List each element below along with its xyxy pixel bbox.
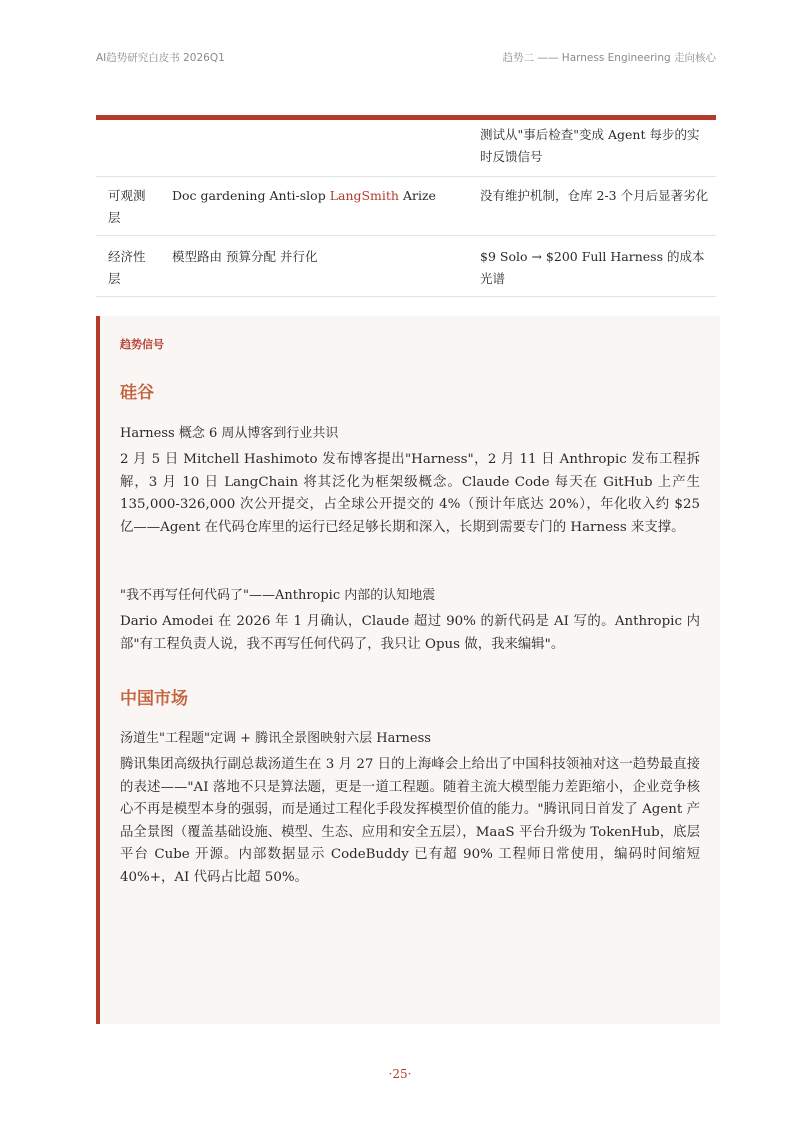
tool-anti-slop: Anti-slop [269,188,326,203]
tool-budget: 预算分配 [226,249,277,264]
box-tag: 趋势信号 [120,338,164,351]
paragraph: 腾讯集团高级执行副总裁汤道生在 3 月 27 日的上海峰会上给出了中国科技领袖对这一趋势最直接的表述——"AI 落地不只是算法题，更是一道工程题。随着主流大模型能力差距缩小，企业竞争核心不再是模型本身的强弱，而是通过工程化手段发挥模型价值的能力。"腾讯同日首发了 Agent 产品全景图（覆盖基础设施、模型、生态、应用和安全五层），MaaS 平台升级为 TokenHub，底层平台 Cube 开源。内部数据显示 CodeBuddy 已有超 90% 工程师日常使用，编码时间缩短 40%+，AI 代码占比超 50%。 [120,757,700,885]
tools-cell [172,185,472,207]
table-row [96,177,716,236]
running-header-left: AI趋势研究白皮书 2026Q1 [96,52,225,64]
section-title-china: 中国市场 [120,689,188,709]
note-cell: 测试从"事后检查"变成 Agent 每步的实时反馈信号 [480,127,700,164]
table-row [96,120,716,177]
subheading: Harness 概念 6 周从博客到行业共识 [120,426,339,441]
layer-cell: 经济性层 [108,249,146,286]
page-number: ·25· [388,1067,412,1081]
paragraph: 2 月 5 日 Mitchell Hashimoto 发布博客提出"Harness"，2 月 11 日 Anthropic 发布工程拆解，3 月 10 日 LangChain 将其泛化为框架级概念。Claude Code 每天在 GitHub 上产生 135,000-326,000 次公开提交，占全球公开提交的 4%（预计年底达 20%），年化收入约 $25 亿——Agent 在代码仓库里的运行已经足够长期和深入，长期到需要专门的 Harness 来支撑。 [120,452,700,535]
tool-arize: Arize [402,188,436,203]
tool-model-routing: 模型路由 [172,249,223,264]
note-cell: 没有维护机制，仓库 2-3 个月后显著劣化 [480,188,709,203]
table-row [96,236,716,297]
layer-cell: 可观测层 [108,188,146,225]
tools-cell [172,246,472,268]
paragraph: Dario Amodei 在 2026 年 1 月确认，Claude 超过 90% 的新代码是 AI 写的。Anthropic 内部"有工程负责人说，我不再写任何代码了，我只让 Opus 做，我来编辑"。 [120,614,700,652]
note-cell: $9 Solo → $200 Full Harness 的成本光谱 [480,249,705,286]
tool-doc-gardening: Doc gardening [172,188,266,203]
running-header-right: 趋势二 —— Harness Engineering 走向核心 [502,52,716,64]
subheading: 汤道生"工程题"定调 + 腾讯全景图映射六层 Harness [120,731,431,746]
trend-signal-box [96,316,720,1024]
subheading: "我不再写任何代码了"——Anthropic 内部的认知地震 [120,588,436,603]
tool-parallel: 并行化 [280,249,318,264]
section-title-silicon-valley: 硅谷 [120,383,154,403]
tool-langsmith: LangSmith [329,188,399,203]
